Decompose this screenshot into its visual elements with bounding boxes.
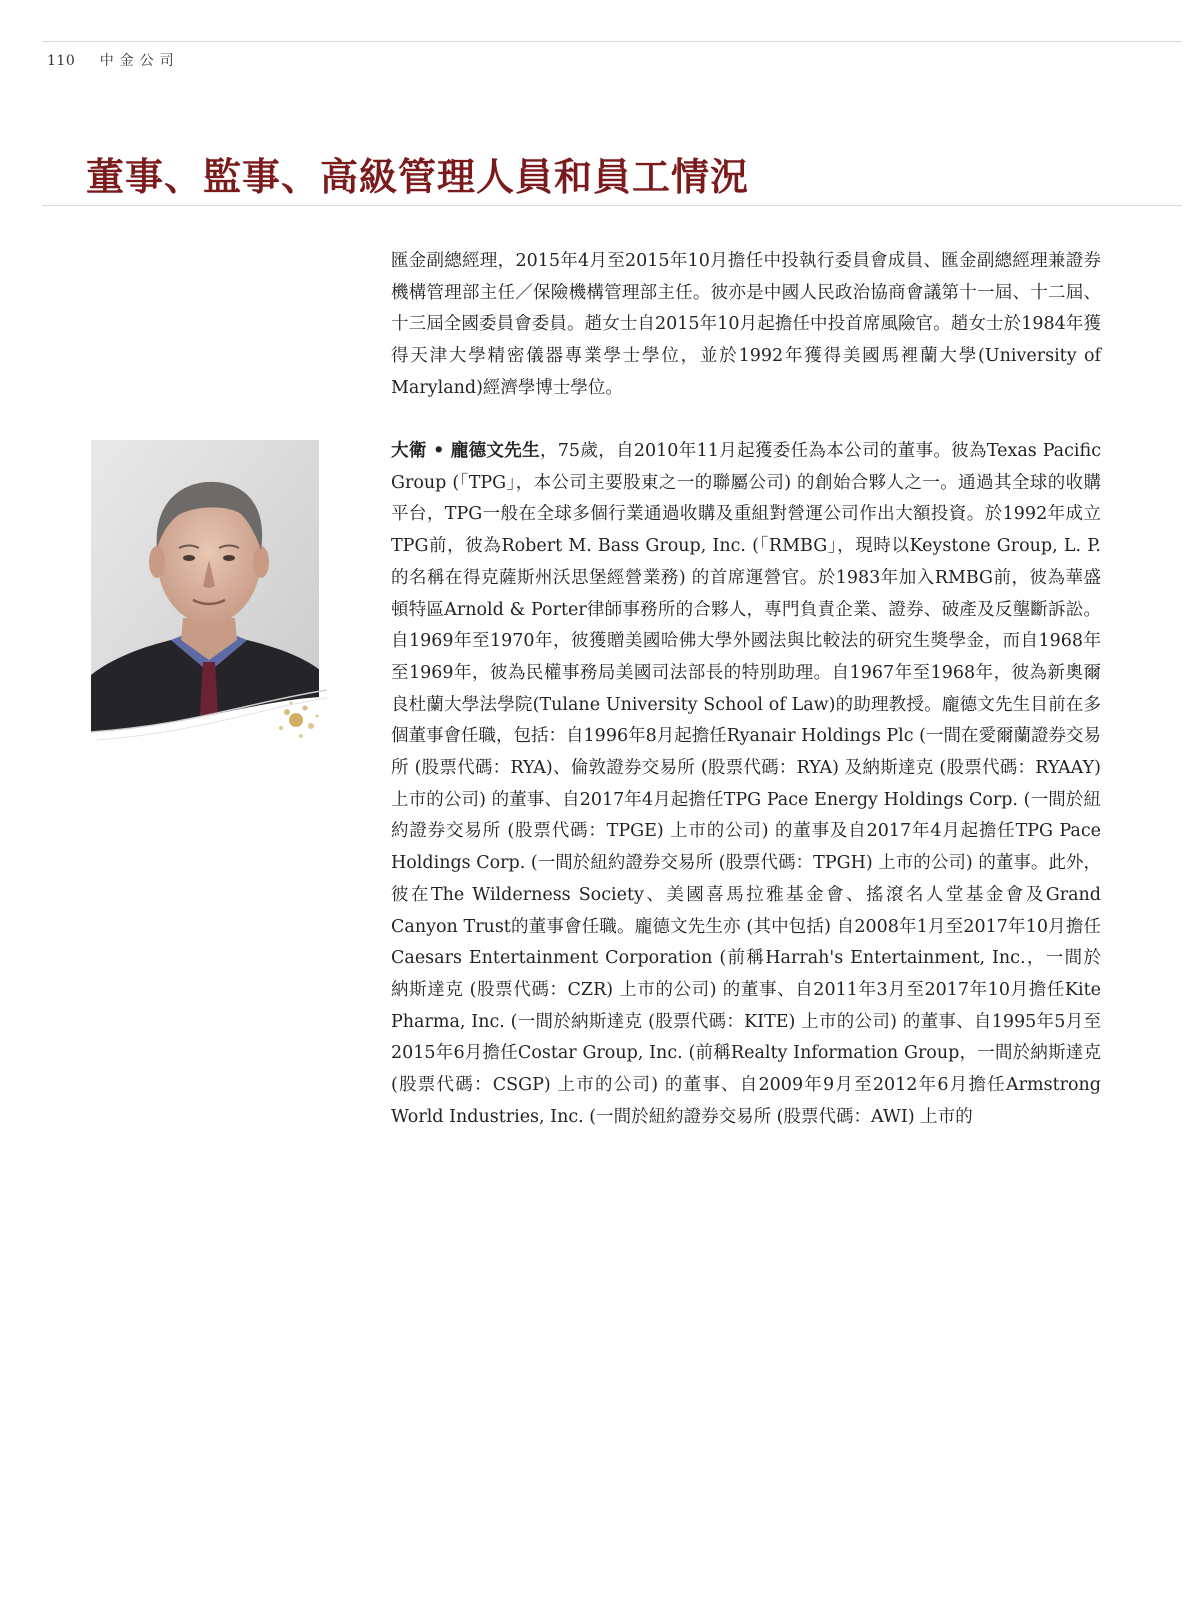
- director-portrait: [91, 440, 327, 750]
- running-header: [47, 50, 180, 70]
- bio-text: ，75歲，自2010年11月起獲委任為本公司的董事。彼為Texas Pacific Group (「TPG」，本公司主要股東之一的聯屬公司) 的創始合夥人之一。通過其全球的收購平台，TPG一般在全球多個行業通過收購及重組對營運公司作出大額投資。於1992年成立TPG前，彼為Robert M. Bass Group, Inc. (「RMBG」，現時以Keystone Group, L. P.的名稱在得克薩斯州沃思堡經營業務) 的首席運營官。於1983年加入RMBG前，彼為華盛頓特區Arnold & Porter律師事務所的合夥人，專門負責企業、證券、破產及反壟斷訴訟。自1969年至1970年，彼獲贈美國哈佛大學外國法與比較法的研究生獎學金，而自1968年至1969年，彼為民權事務局美國司法部長的特別助理。自1967年至1968年，彼為新奧爾良杜蘭大學法學院(Tulane University School of Law)的助理教授。龐德文先生目前在多個董事會任職，包括：自1996年8月起擔任Ryanair Holdings Plc (一間在愛爾蘭證券交易所 (股票代碼：RYA)、倫敦證券交易所 (股票代碼：RYA) 及納斯達克 (股票代碼：RYAAY) 上市的公司) 的董事、自2017年4月起擔任TPG Pace Energy Holdings Corp. (一間於紐約證券交易所 (股票代碼：TPGE) 上市的公司) 的董事及自2017年4月起擔任TPG Pace Holdings Corp. (一間於紐約證券交易所 (股票代碼：TPGH) 上市的公司) 的董事。此外，彼在The Wilderness Society、美國喜馬拉雅基金會、搖滾名人堂基金會及Grand Canyon Trust的董事會任職。龐德文先生亦 (其中包括) 自2008年1月至2017年10月擔任Caesars Entertainment Corporation (前稱Harrah's Entertainment, Inc.，一間於納斯達克 (股票代碼：CZR) 上市的公司) 的董事、自2011年3月至2017年10月擔任Kite Pharma, Inc. (一間於納斯達克 (股票代碼：KITE) 上市的公司) 的董事、自1995年5月至2015年6月擔任Costar Group, Inc. (前稱Realty Information Group，一間於納斯達克 (股票代碼：CSGP) 上市的公司) 的董事、自2009年9月至2012年6月擔任Armstrong World Industries, Inc. (一間於紐約證券交易所 (股票代碼：AWI) 上市的: [391, 441, 1101, 1127]
- page-number: 110: [47, 53, 76, 69]
- section-title: 董事、監事、高級管理人員和員工情況: [86, 154, 750, 199]
- title-rule: [42, 205, 1182, 206]
- header-rule: [42, 41, 1182, 42]
- company-name: 中金公司: [99, 53, 180, 69]
- bio-paragraph: [391, 436, 1101, 1133]
- intro-paragraph: 匯金副總經理，2015年4月至2015年10月擔任中投執行委員會成員、匯金副總經理兼證券機構管理部主任／保險機構管理部主任。彼亦是中國人民政治協商會議第十一屆、十二屆、十三屆全國委員會委員。趙女士自2015年10月起擔任中投首席風險官。趙女士於1984年獲得天津大學精密儀器專業學士學位，並於1992年獲得美國馬裡蘭大學(University of Maryland)經濟學博士學位。: [391, 251, 1101, 398]
- director-name: 大衛 • 龐德文先生: [391, 441, 540, 461]
